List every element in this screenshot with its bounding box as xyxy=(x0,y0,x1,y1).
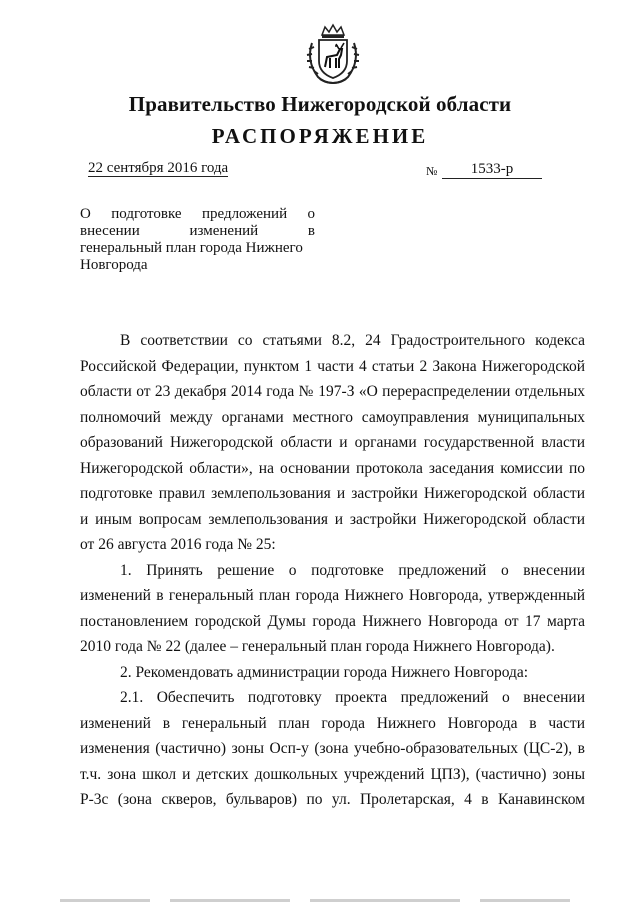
scan-artifact xyxy=(310,899,460,902)
government-title: Правительство Нижегородской области xyxy=(128,92,512,116)
subject-line: внесении изменений в xyxy=(80,223,315,239)
document-date: 22 сентября 2016 года xyxy=(88,160,229,176)
item-1-paragraph: 1. Принять решение о подготовке предложений о внесении изменений в генеральный план города Нижнего Новгорода, утвержденный постановлением городской Думы города Нижнего Новгорода от 17 марта 2010 года № 22 (далее – генеральный план города Нижнего Новгорода). xyxy=(80,561,585,655)
document-type: РАСПОРЯЖЕНИЕ xyxy=(211,124,429,148)
item-2-paragraph: 2. Рекомендовать администрации города Нижнего Новгорода: xyxy=(120,663,529,681)
number-sign: № xyxy=(426,164,438,178)
preamble-paragraph: В соответствии со статьями 8.2, 24 Градостроительного кодекса Российской Федерации, пунктом 1 части 4 статьи 2 Закона Нижегородской области от 23 декабря 2014 года № 197-З «О перераспределении отдельных полномочий между органами местного самоуправления муниципальных образований Нижегородской области и органами государственной власти Нижегородской области», на основании протокола заседания комиссии по подготовке правил землепользования и застройки Нижегородской области и иным вопросам землепользования и застройки Нижегородской области от 26 августа 2016 года № 25: xyxy=(80,332,585,553)
document-subject xyxy=(80,206,315,274)
scan-artifact xyxy=(170,899,290,902)
subject-line: Новгорода xyxy=(80,257,148,273)
coat-of-arms-emblem xyxy=(300,21,366,87)
item-2-1-paragraph: 2.1. Обеспечить подготовку проекта предложений о внесении изменений в генеральный план города Нижнего Новгорода в части изменения (частично) зоны Осп-у (зона учебно-образовательных (ЦС-2), в т.ч. зона школ и детских дошкольных учреждений ЦПЗ), (частично) зоны Р-3с (зона скверов, бульваров) по ул. Пролетарская, 4 в Канавинском xyxy=(80,689,585,808)
document-body xyxy=(80,328,585,813)
scan-artifact xyxy=(60,899,150,902)
subject-line: генеральный план города Нижнего xyxy=(80,240,303,256)
subject-line: О подготовке предложений о xyxy=(80,206,315,222)
document-number: 1533-р xyxy=(442,160,542,179)
scan-artifact xyxy=(480,899,570,902)
